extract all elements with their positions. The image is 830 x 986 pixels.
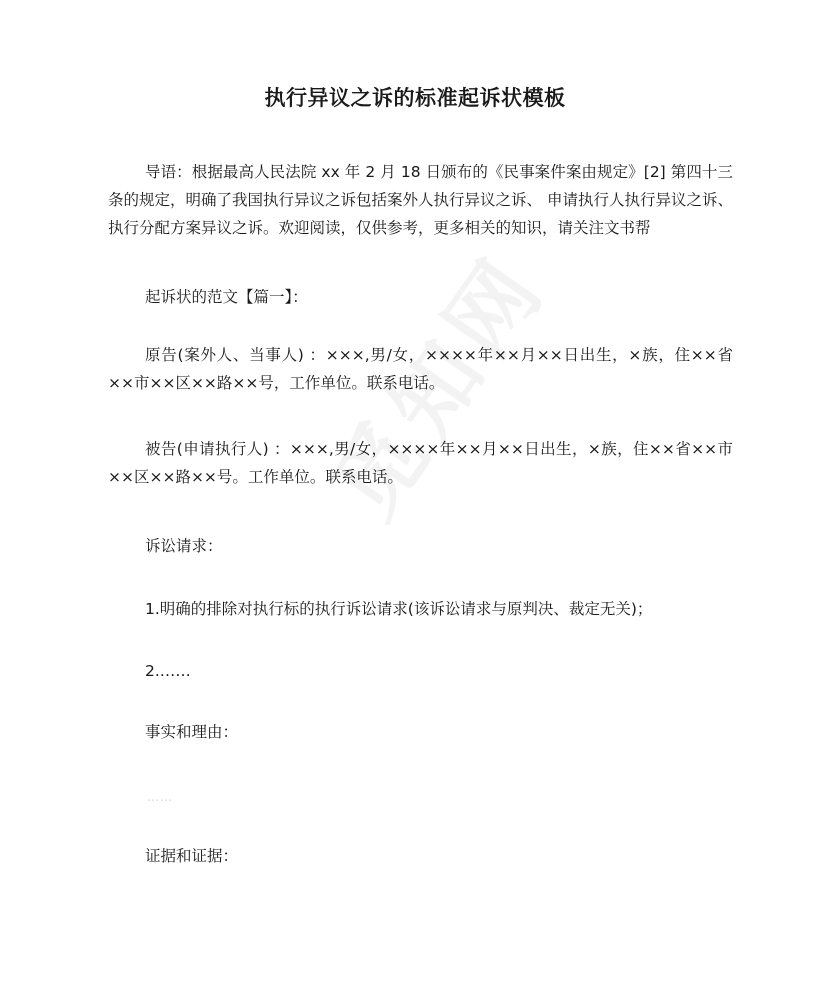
facts-placeholder: …… xyxy=(147,790,173,804)
page-title: 执行异议之诉的标准起诉状模板 xyxy=(264,86,566,110)
claim-item-2: 2.…… xyxy=(145,662,191,680)
intro-paragraph: 导语：根据最高人民法院 xx 年 2 月 18 日颁布的《民事案件案由规定》[2] 第四十三条的规定，明确了我国执行异议之诉包括案外人执行异议之诉、 申请执行人执行异议之诉、执行分配方案异议之诉。欢迎阅读，仅供参考，更多相关的知识，请关注文书帮 xyxy=(108,163,733,237)
defendant-paragraph: 被告(申请执行人) ：×××,男/女，××××年××月××日出生，×族，住××省××市××区××路××号。工作单位。联系电话。 xyxy=(108,440,733,486)
sample-heading: 起诉状的范文【篇一】： xyxy=(145,288,308,306)
facts-heading: 事实和理由： xyxy=(145,723,239,741)
claims-heading: 诉讼请求： xyxy=(145,537,223,555)
evidence-heading: 证据和证据： xyxy=(145,847,239,865)
watermark xyxy=(274,236,587,564)
plaintiff-paragraph: 原告(案外人、当事人) ：×××,男/女，××××年××月××日出生，×族，住××省××市××区××路××号，工作单位。联系电话。 xyxy=(108,346,733,392)
claim-item-1: 1.明确的排除对执行标的执行诉讼请求(该诉讼请求与原判决、裁定无关)； xyxy=(145,600,653,618)
